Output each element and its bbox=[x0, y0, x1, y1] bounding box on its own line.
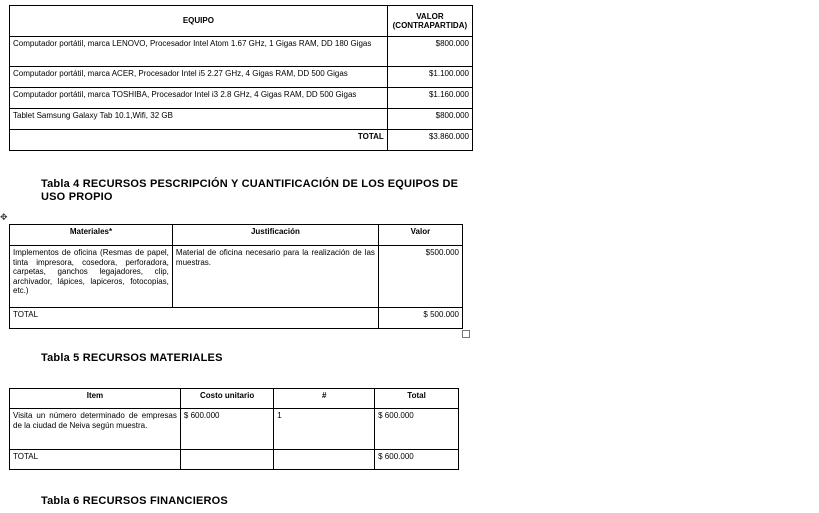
table-header-row bbox=[10, 389, 459, 409]
justificacion-cell: Material de oficina necesario para la realización de las muestras. bbox=[172, 246, 378, 308]
equipo-cell: Tablet Samsung Galaxy Tab 10.1,Wifi, 32 GB bbox=[10, 109, 388, 130]
table-row bbox=[10, 67, 473, 88]
financial-table bbox=[9, 388, 459, 470]
valor-cell: $800.000 bbox=[387, 37, 472, 67]
header-item: Item bbox=[10, 389, 181, 409]
cantidad-cell: 1 bbox=[274, 409, 375, 450]
equipment-table bbox=[9, 5, 473, 151]
header-cantidad: # bbox=[274, 389, 375, 409]
header-valor: Valor bbox=[378, 225, 462, 246]
materiales-cell: Implementos de oficina (Resmas de papel, tinta impresora, cosedora, perforadora, carpetas, ganchos legajadores, clip, archivador, lápices, lapiceros, fotocopias, etc.) bbox=[10, 246, 173, 308]
total-label: TOTAL bbox=[10, 130, 388, 151]
table-row bbox=[10, 246, 463, 308]
table-header-row bbox=[10, 6, 473, 37]
header-total: Total bbox=[375, 389, 459, 409]
table-row bbox=[10, 37, 473, 67]
equipo-cell: Computador portátil, marca ACER, Procesador Intel i5 2.27 GHz, 4 Gigas RAM, DD 500 Gigas bbox=[10, 67, 388, 88]
valor-cell: $500.000 bbox=[378, 246, 462, 308]
costo-cell: $ 600.000 bbox=[180, 409, 273, 450]
table-6-caption: Tabla 6 RECURSOS FINANCIEROS bbox=[41, 495, 228, 507]
equipo-cell: Computador portátil, marca LENOVO, Procesador Intel Atom 1.67 GHz, 1 Gigas RAM, DD 180 Gigas bbox=[10, 37, 388, 67]
total-row bbox=[10, 130, 473, 151]
table-row bbox=[10, 109, 473, 130]
total-label: TOTAL bbox=[10, 308, 379, 329]
total-row bbox=[10, 308, 463, 329]
total-cell: $ 600.000 bbox=[375, 409, 459, 450]
equipo-cell: Computador portátil, marca TOSHIBA, Procesador Intel i3 2.8 GHz, 4 Gigas RAM, DD 500 Gigas bbox=[10, 88, 388, 109]
valor-cell: $1.160.000 bbox=[387, 88, 472, 109]
table-header-row bbox=[10, 225, 463, 246]
header-equipo: EQUIPO bbox=[10, 6, 388, 37]
header-costo-unitario: Costo unitario bbox=[180, 389, 273, 409]
item-cell: Visita un número determinado de empresas de la ciudad de Neiva según muestra. bbox=[10, 409, 181, 450]
total-label: TOTAL bbox=[10, 450, 181, 470]
valor-cell: $800.000 bbox=[387, 109, 472, 130]
table-resize-icon[interactable] bbox=[462, 330, 470, 338]
total-value: $ 500.000 bbox=[378, 308, 462, 329]
header-valor: VALOR (CONTRAPARTIDA) bbox=[387, 6, 472, 37]
total-row bbox=[10, 450, 459, 470]
header-materiales: Materiales* bbox=[10, 225, 173, 246]
total-value: $3.860.000 bbox=[387, 130, 472, 151]
valor-cell: $1.100.000 bbox=[387, 67, 472, 88]
table-5-caption: Tabla 5 RECURSOS MATERIALES bbox=[41, 352, 223, 364]
empty-cell bbox=[274, 450, 375, 470]
header-justificacion: Justificación bbox=[172, 225, 378, 246]
table-row bbox=[10, 409, 459, 450]
table-4-caption: Tabla 4 RECURSOS PESCRIPCIÓN Y CUANTIFICACIÓN DE LOS EQUIPOS DE USO PROPIO bbox=[41, 178, 459, 203]
empty-cell bbox=[180, 450, 273, 470]
materials-table bbox=[9, 224, 463, 329]
table-row bbox=[10, 88, 473, 109]
table-move-icon[interactable]: ✥ bbox=[0, 212, 8, 222]
total-value: $ 600.000 bbox=[375, 450, 459, 470]
